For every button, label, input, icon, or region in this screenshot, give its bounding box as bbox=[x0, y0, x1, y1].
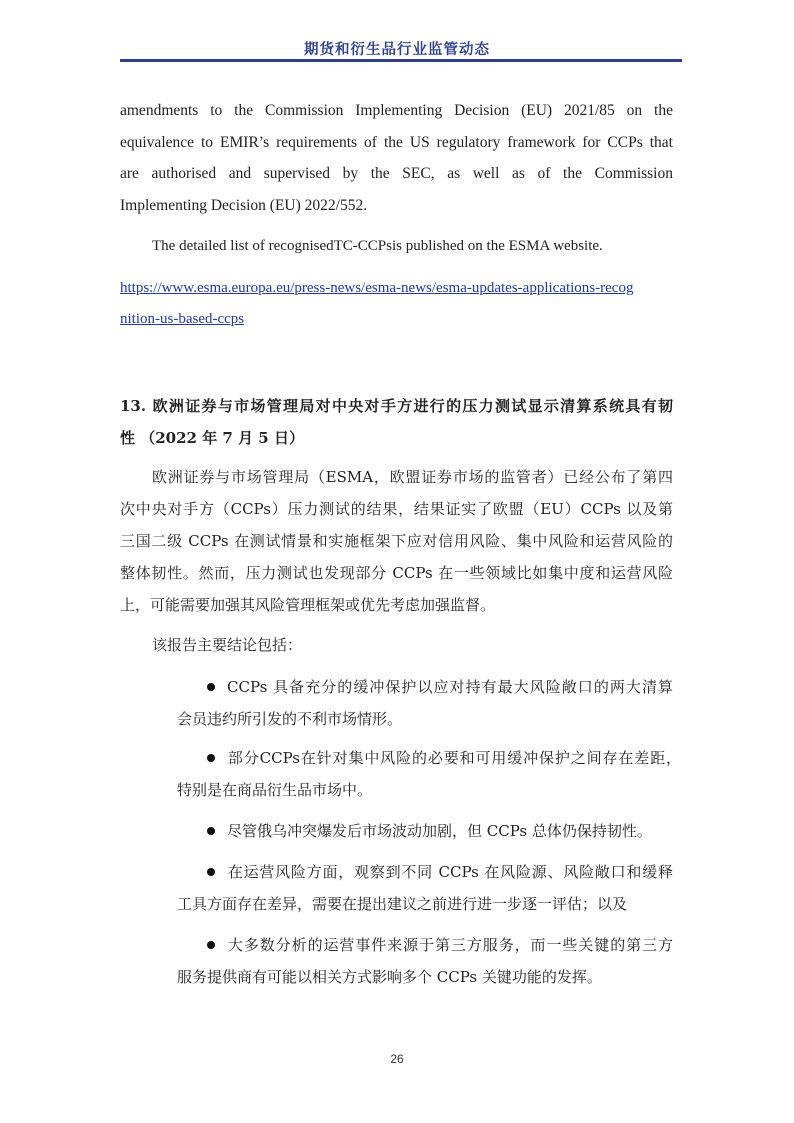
bullet-text: 在运营风险方面，观察到不同 CCPs 在风险源、风险敞口和缓释 bbox=[227, 863, 673, 881]
paragraph-line: 三国二级 CCPs 在测试情景和实施框架下应对信用风险、集中风险和运营风险的 bbox=[120, 532, 673, 550]
detail-line: The detailed list of recognisedTC-CCPsis published on the ESMA website. bbox=[152, 238, 603, 254]
bullet-text-continued: 会员违约所引发的不利市场情形。 bbox=[177, 710, 403, 728]
section-heading-continued: 性 （2022 年 7 月 5 日） bbox=[120, 429, 304, 447]
bullet-icon bbox=[207, 754, 215, 762]
intro-line: amendments to the Commission Implementing Decision (EU) 2021/85 on the bbox=[120, 102, 673, 119]
bullet-text-continued: 服务提供商有可能以相关方式影响多个 CCPs 关键功能的发挥。 bbox=[177, 968, 602, 986]
conclusion-intro: 该报告主要结论包括： bbox=[152, 636, 303, 654]
esma-link[interactable]: https://www.esma.europa.eu/press-news/esma-news/esma-updates-applications-recog bbox=[120, 280, 634, 296]
bullet-icon bbox=[207, 941, 215, 949]
bullet-text: 大多数分析的运营事件来源于第三方服务，而一些关键的第三方 bbox=[227, 936, 673, 954]
esma-link-continued[interactable]: nition-us-based-ccps bbox=[120, 311, 245, 327]
header-title: 期货和衍生品行业监管动态 bbox=[304, 42, 490, 58]
bullet-icon bbox=[207, 868, 215, 876]
intro-line: Implementing Decision (EU) 2022/552. bbox=[120, 197, 368, 214]
paragraph-line: 欧洲证券与市场管理局（ESMA，欧盟证券市场的监管者）已经公布了第四 bbox=[152, 468, 673, 486]
page-number: 26 bbox=[390, 1052, 404, 1066]
bullet-icon bbox=[207, 683, 215, 691]
bullet-text: 尽管俄乌冲突爆发后市场波动加剧，但 CCPs 总体仍保持韧性。 bbox=[227, 822, 652, 840]
paragraph-line: 次中央对手方（CCPs）压力测试的结果，结果证实了欧盟（EU）CCPs 以及第 bbox=[120, 500, 673, 518]
bullet-text-continued: 特别是在商品衍生品市场中。 bbox=[177, 781, 373, 799]
bullet-text: CCPs 具备充分的缓冲保护以应对持有最大风险敞口的两大清算 bbox=[227, 678, 673, 696]
intro-line: equivalence to EMIR’s requirements of the US regulatory framework for CCPs that bbox=[120, 134, 673, 151]
intro-line: are authorised and supervised by the SEC, as well as of the Commission bbox=[120, 165, 673, 182]
bullet-icon bbox=[207, 827, 215, 835]
header-divider bbox=[120, 59, 682, 62]
section-heading: 13. 欧洲证券与市场管理局对中央对手方进行的压力测试显示清算系统具有韧 bbox=[120, 397, 673, 415]
bullet-text-continued: 工具方面存在差异，需要在提出建议之前进行进一步逐一评估；以及 bbox=[177, 895, 628, 913]
paragraph-line: 上，可能需要加强其风险管理框架或优先考虑加强监督。 bbox=[120, 596, 496, 614]
bullet-text: 部分CCPs在针对集中风险的必要和可用缓冲保护之间存在差距， bbox=[227, 749, 681, 767]
paragraph-line: 整体韧性。然而，压力测试也发现部分 CCPs 在一些领域比如集中度和运营风险 bbox=[120, 564, 673, 582]
